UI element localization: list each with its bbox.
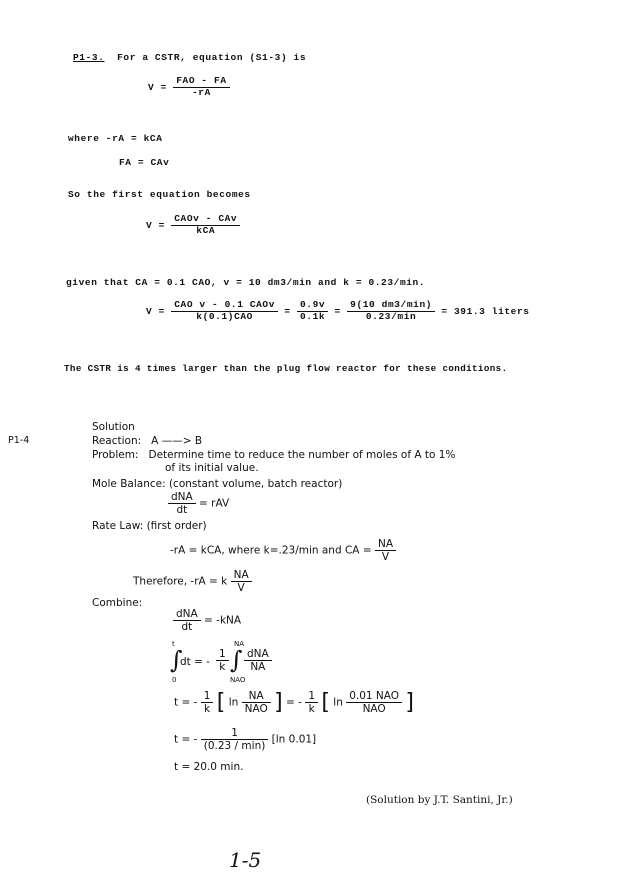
c2-k-denominator: k xyxy=(219,661,226,674)
th-fraction xyxy=(231,569,252,594)
c3-bracket-close-2: ] xyxy=(405,690,414,716)
c3-k-fraction xyxy=(201,690,214,715)
problem-number-p1-4: P1-4 xyxy=(8,435,30,446)
eq3-fraction-2 xyxy=(297,300,328,323)
solution-heading: Solution xyxy=(92,421,135,433)
integral-sign-2: ∫ xyxy=(230,646,243,674)
c1-numerator: dNA xyxy=(173,608,201,621)
integral-sign-1: ∫ xyxy=(170,646,183,674)
conclusion-line: The CSTR is 4 times larger than the plug flow reactor for these conditions. xyxy=(64,363,508,374)
equation-3 xyxy=(146,300,530,323)
combine-equation-4 xyxy=(174,727,316,752)
equation-1 xyxy=(148,76,230,99)
combine-equation-1 xyxy=(173,608,241,633)
combine-equation-3 xyxy=(174,690,414,715)
mole-balance-equation xyxy=(168,491,229,516)
rate-law-heading: Rate Law: (first order) xyxy=(92,520,207,532)
mole-balance-heading: Mole Balance: (constant volume, batch reactor) xyxy=(92,478,343,490)
eq3-f1-numerator: CAO v - 0.1 CAOv xyxy=(171,300,278,312)
therefore-equation xyxy=(133,569,252,594)
eq2-lhs: V = xyxy=(146,219,165,231)
eq3-f3-denominator: 0.23/min xyxy=(365,310,417,322)
c3-bracket-open-1: [ xyxy=(216,690,226,716)
combine-heading: Combine: xyxy=(92,597,143,609)
c1-rhs: = -kNA xyxy=(204,614,242,627)
c3-k2-numerator: 1 xyxy=(305,690,318,703)
c3-f1-numerator: NA xyxy=(242,690,271,703)
eq3-f1-denominator: k(0.1)CAO xyxy=(196,310,253,322)
c3-bracket-close-1: ] xyxy=(274,690,283,716)
c2-fraction xyxy=(244,648,272,673)
eq1-numerator: FAO - FA xyxy=(173,76,229,88)
fa-line: FA = CAv xyxy=(119,157,170,168)
eq1-denominator: -rA xyxy=(191,86,211,98)
combine-equation-2 xyxy=(170,640,290,686)
c3-f1-denominator: NAO xyxy=(244,703,268,716)
rl-denominator: V xyxy=(381,551,390,564)
c3-f2-numerator: 0.01 NAO xyxy=(346,690,402,703)
where-line: where -rA = kCA xyxy=(68,133,163,144)
c3-k-fraction-2 xyxy=(305,690,318,715)
c4-start: t = - xyxy=(174,733,198,746)
c4-fraction xyxy=(201,727,269,752)
problem-line xyxy=(92,449,455,461)
c3-f2-denominator: NAO xyxy=(362,703,386,716)
c3-ln-1: ln xyxy=(228,696,239,709)
given-line: given that CA = 0.1 CAO, v = 10 dm3/min and k = 0.23/min. xyxy=(66,277,426,288)
mb-denominator: dt xyxy=(176,504,188,517)
rate-law-equation xyxy=(170,538,396,563)
c4-end: [ln 0.01] xyxy=(271,733,317,746)
c3-k-denominator: k xyxy=(204,703,211,716)
intro-text: For a CSTR, equation (S1-3) is xyxy=(117,52,307,63)
mb-rhs: = rAV xyxy=(199,497,230,510)
problem-label-p1-4: Problem: xyxy=(92,449,139,461)
c3-fraction-2 xyxy=(346,690,402,715)
eq1-lhs: V = xyxy=(148,81,167,93)
page-number: 1-5 xyxy=(229,848,262,872)
reaction-line xyxy=(92,435,202,447)
reaction-label: Reaction: xyxy=(92,435,142,447)
p1-3-intro-line xyxy=(73,52,306,63)
c4-denominator: (0.23 / min) xyxy=(203,740,266,753)
integral-2-upper: NA xyxy=(234,640,245,648)
c2-denominator: NA xyxy=(250,661,266,674)
c2-numerator: dNA xyxy=(244,648,272,661)
integral-2-lower: NAO xyxy=(230,676,246,684)
c2-mid: dt = - xyxy=(180,656,211,668)
c3-ln-2: ln xyxy=(333,696,343,709)
mb-fraction xyxy=(168,491,196,516)
problem-label: P1-3. xyxy=(73,52,105,63)
integral-1-lower: 0 xyxy=(172,676,177,684)
final-result: t = 20.0 min. xyxy=(174,761,244,773)
rl-numerator: NA xyxy=(375,538,396,551)
equation-2 xyxy=(146,214,240,237)
eq3-result: = 391.3 liters xyxy=(441,305,530,317)
integral-1-upper: t xyxy=(172,640,175,648)
th-denominator: V xyxy=(237,582,245,595)
eq3-equals-1: = xyxy=(284,305,291,317)
eq3-lhs: V = xyxy=(146,305,165,317)
eq3-equals-2: = xyxy=(334,305,341,317)
mb-numerator: dNA xyxy=(168,491,196,504)
eq3-fraction-3 xyxy=(347,300,435,323)
eq1-fraction xyxy=(173,76,229,99)
rl-fraction xyxy=(375,538,396,563)
eq3-fraction-1 xyxy=(171,300,278,323)
c2-k-numerator: 1 xyxy=(216,648,229,661)
eq3-f2-numerator: 0.9v xyxy=(297,300,328,312)
c3-bracket-open-2: [ xyxy=(321,690,330,716)
reaction-value: A ——> B xyxy=(151,435,203,447)
eq2-fraction xyxy=(171,214,240,237)
eq2-denominator: kCA xyxy=(196,224,216,236)
therefore-text: Therefore, -rA = k xyxy=(133,575,228,588)
c3-mid: = - xyxy=(286,696,302,709)
problem-text-2: of its initial value. xyxy=(165,462,259,474)
eq2-numerator: CAOv - CAv xyxy=(171,214,240,226)
solution-credit: (Solution by J.T. Santini, Jr.) xyxy=(366,794,513,806)
eq3-f2-denominator: 0.1k xyxy=(299,310,326,322)
problem-text-1: Determine time to reduce the number of moles of A to 1% xyxy=(148,449,456,461)
c3-start: t = - xyxy=(174,696,198,709)
eq3-f3-numerator: 9(10 dm3/min) xyxy=(347,300,435,312)
th-numerator: NA xyxy=(231,569,252,582)
c1-denominator: dt xyxy=(181,621,193,634)
rate-law-text: -rA = kCA, where k=.23/min and CA = xyxy=(170,544,372,557)
c4-numerator: 1 xyxy=(201,727,269,740)
c1-fraction xyxy=(173,608,201,633)
c3-k2-denominator: k xyxy=(308,703,315,716)
c2-k-fraction xyxy=(216,648,229,673)
c3-fraction-1 xyxy=(242,690,271,715)
c3-k-numerator: 1 xyxy=(201,690,214,703)
becomes-line: So the first equation becomes xyxy=(68,189,251,200)
